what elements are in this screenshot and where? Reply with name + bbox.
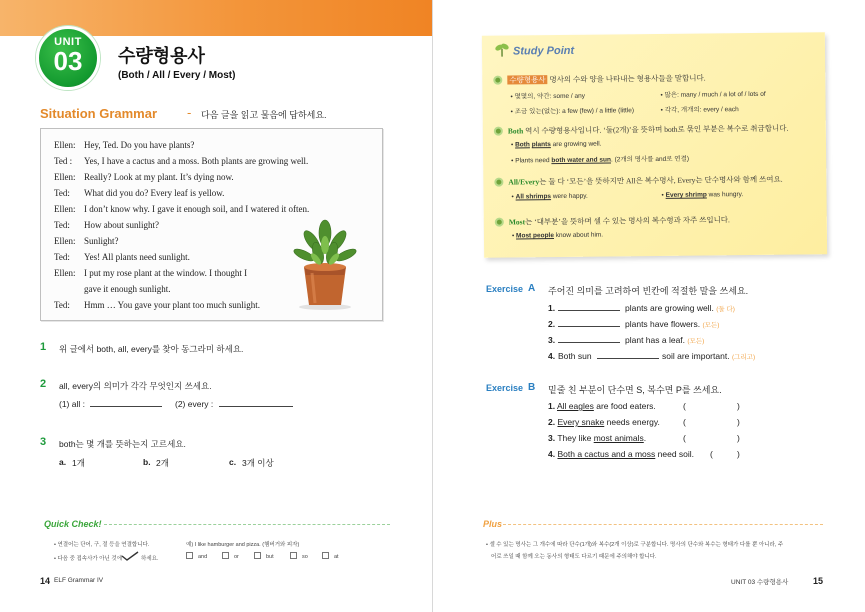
dialogue-speaker: Ted: [54, 252, 70, 262]
option-label: a. [59, 457, 67, 467]
exercise-b-item-4: 4. Both a cactus and a moss need soil. [548, 449, 695, 459]
answer-paren-close: ) [737, 433, 740, 443]
exercise-a-item-4-pre: Both sun [558, 351, 592, 361]
study-point-text: 명사의 수와 양을 나타내는 형용사들을 말합니다. [549, 73, 706, 85]
exercise-b-item-3: 3. They like most animals. [548, 433, 647, 443]
situation-instruction: 다음 글을 읽고 물음에 답하세요. [201, 110, 327, 120]
unit-label: UNIT [54, 36, 82, 48]
exercise-a-item-2: plants have flowers. (모든) [625, 319, 720, 329]
exercise-a-title: Exercise [486, 284, 524, 294]
question-2-text: all, every의 의미가 각각 무엇인지 쓰세요. [59, 381, 212, 391]
answer-paren-open: ( [710, 449, 713, 459]
dialogue-line [54, 140, 194, 150]
answer-label: (1) all : [59, 399, 85, 409]
dialogue-text: Yes, I have a cactus and a moss. Both plants are growing well. [84, 156, 309, 166]
quick-check-line: • 다음 중 접속사가 아닌 것에 [54, 556, 123, 562]
question-number: 3 [40, 436, 47, 448]
checkbox-label: and [198, 554, 208, 560]
checkbox[interactable] [222, 552, 229, 559]
dialogue-speaker: Ellen: [54, 172, 76, 182]
study-point-3 [508, 174, 782, 188]
question-1-text: 위 글에서 both, all, every를 찾아 동그라미 하세요. [59, 344, 244, 354]
quick-check-example: 예) I like hamburger and pizza. (햄버거와 피자) [186, 542, 300, 548]
dialogue-speaker: Ellen: [54, 204, 76, 214]
page-number: 15 [813, 576, 824, 586]
option-label: b. [143, 457, 151, 467]
key-term: All/Every [508, 177, 540, 187]
dialogue-line [54, 236, 119, 246]
study-example: • Every shrimp was hungry. [661, 191, 744, 199]
dialogue-line [54, 172, 234, 182]
study-point-title: Study Point [512, 44, 575, 58]
item-number: 4. [548, 351, 556, 361]
situation-dash: - [187, 105, 192, 120]
checkbox-label: or [234, 554, 239, 560]
study-point-2 [508, 123, 789, 137]
sprout-icon [494, 42, 510, 58]
study-example: • Plants need both water and sun. (2개의 명사를 and로 연결) [511, 155, 690, 165]
study-point-1 [507, 72, 705, 85]
plus-text: 어로 쓰일 때 함께 오는 동사의 형태도 다르기 때문에 주의해야 합니다. [491, 554, 657, 560]
answer-paren-open: ( [683, 401, 686, 411]
unit-badge [36, 26, 100, 90]
check-mark-icon [121, 551, 139, 561]
dialogue-line [54, 204, 309, 214]
checkbox[interactable] [322, 552, 329, 559]
dialogue-speaker: Ted : [54, 156, 73, 166]
item-number: 2. [548, 319, 556, 329]
exercise-b-item-2: 2. Every snake needs energy. [548, 417, 660, 427]
answer-paren-close: ) [737, 417, 740, 427]
book-title-footer: ELF Grammar IV [54, 577, 104, 584]
dialogue-speaker: Ellen: [54, 268, 76, 278]
unit-title: 수량형용사 [118, 46, 205, 66]
exercise-b-letter: B [528, 382, 536, 393]
plus-divider [503, 524, 823, 525]
fill-blank[interactable] [558, 335, 620, 343]
answer-blank[interactable] [90, 399, 162, 407]
study-example: • Both plants are growing well. [510, 140, 602, 149]
study-detail: • 많은: many / much / a lot of / lots of [660, 90, 766, 99]
fill-blank[interactable] [558, 319, 620, 327]
dialogue-speaker: Ted: [54, 300, 70, 310]
dialogue-line [54, 300, 260, 310]
exercise-a-instruction: 주어진 의미를 고려하여 빈칸에 적절한 말을 쓰세요. [548, 286, 749, 296]
quick-check-line: • 연결어는 단어, 구, 절 등을 연결합니다. [54, 542, 150, 548]
exercise-a-letter: A [528, 283, 536, 294]
dialogue-line [54, 284, 171, 294]
plus-title: Plus [483, 519, 503, 529]
dialogue-speaker: Ellen: [54, 236, 76, 246]
key-term: Both [507, 126, 524, 136]
unit-footer: UNIT 03 수량형용사 [731, 579, 789, 586]
study-point-text: 는 둘 다 ‘모든’을 뜻하지만 All은 복수명사, Every는 단수명사와 함께 쓰여요. [539, 174, 783, 187]
dialogue-text: Really? Look at my plant. It’s dying now. [84, 172, 234, 182]
potted-plant-illustration [290, 215, 360, 310]
option-b[interactable]: 2개 [156, 458, 169, 468]
dialogue-text: Hey, Ted. Do you have plants? [84, 140, 195, 150]
dialogue-text: I don’t know why. I gave it enough soil, and I watered it often. [84, 204, 310, 214]
checkbox-label: at [334, 554, 339, 560]
answer-paren-open: ( [683, 417, 686, 427]
checkbox-label: but [266, 554, 274, 560]
exercise-a-item-4: soil are important. (그리고) [662, 351, 756, 361]
answer-label: (2) every : [175, 399, 214, 409]
option-c[interactable]: 3개 이상 [242, 458, 274, 468]
dialogue-text: Yes! All plants need sunlight. [84, 252, 190, 262]
exercise-b-item-1: 1. All eagles are food eaters. [548, 401, 656, 411]
study-example: • Most people know about him. [511, 231, 604, 240]
item-number: 3. [548, 335, 556, 345]
dialogue-line [54, 156, 308, 166]
study-point-text: 역시 수량형용사입니다. ‘둘(2개)’을 뜻하며 both로 묶인 부분은 복수로 취급합니다. [525, 123, 789, 136]
exercise-a-item-3: plant has a leaf. (모든) [625, 335, 705, 345]
study-detail: • 몇몇의, 약간: some / any [510, 92, 586, 101]
study-example: • All shrimps were happy. [511, 192, 588, 201]
dialogue-text: I put my rose plant at the window. I thought I [84, 268, 248, 278]
dialogue-speaker: Ted: [54, 220, 70, 230]
dialogue-speaker: Ted: [54, 188, 70, 198]
fill-blank[interactable] [558, 303, 620, 311]
dialogue-line [54, 188, 224, 198]
key-term: Most [508, 217, 526, 227]
page-divider [432, 0, 433, 612]
quick-check-title: Quick Check! [44, 519, 102, 529]
study-detail: • 조금 있는(없는): a few (few) / a little (little) [510, 107, 635, 116]
checkbox[interactable] [290, 552, 297, 559]
situation-grammar-title: Situation Grammar [40, 106, 158, 121]
answer-blank[interactable] [219, 399, 293, 407]
question-number: 2 [40, 378, 47, 390]
flower-bullet-icon [494, 127, 503, 136]
dialogue-text: Hmm … You gave your plant too much sunlight. [84, 300, 260, 310]
exercise-a-item-1: plants are growing well. (둘 다) [625, 303, 735, 313]
dialogue-line [54, 220, 159, 230]
study-point-text: 는 ‘대부분’을 뜻하며 셀 수 있는 명사의 복수형과 자주 쓰입니다. [525, 215, 730, 227]
checkbox[interactable] [186, 552, 193, 559]
key-term: 수량형용사 [509, 75, 546, 85]
fill-blank[interactable] [597, 351, 659, 359]
question-number: 1 [40, 341, 47, 353]
checkbox[interactable] [254, 552, 261, 559]
page-number: 14 [40, 576, 51, 586]
flower-bullet-icon [494, 178, 503, 187]
unit-subtitle: (Both / All / Every / Most) [118, 70, 236, 81]
flower-bullet-icon [495, 218, 504, 227]
study-point-4 [509, 214, 730, 227]
dialogue-text: gave it enough sunlight. [84, 284, 171, 294]
dialogue-text: Sunlight? [84, 236, 119, 246]
option-label: c. [229, 457, 237, 467]
dialogue-line [54, 268, 247, 278]
item-number: 1. [548, 303, 556, 313]
checkbox-label: so [302, 554, 308, 560]
flower-bullet-icon [493, 76, 502, 85]
unit-number: 03 [53, 46, 83, 76]
quick-check-line: 하세요. [141, 556, 159, 562]
exercise-b-title: Exercise [486, 383, 524, 393]
quick-check-divider [104, 524, 390, 525]
dialogue-text: What did you do? Every leaf is yellow. [84, 188, 225, 198]
answer-paren-close: ) [737, 401, 740, 411]
dialogue-speaker: Ellen: [54, 140, 76, 150]
answer-paren-open: ( [683, 433, 686, 443]
study-detail: • 각각, 개개의: every / each [660, 106, 739, 114]
dialogue-line [54, 252, 190, 262]
dialogue-text: How about sunlight? [84, 220, 159, 230]
option-a[interactable]: 1개 [72, 458, 85, 468]
answer-paren-close: ) [737, 449, 740, 459]
question-3-text: both는 몇 개를 뜻하는지 고르세요. [59, 439, 186, 449]
study-point-note [482, 32, 827, 258]
plus-text: • 셀 수 있는 명사는 그 개수에 따라 단수(1개)와 복수(2개 이상)로 구분합니다. 명사의 단수와 복수는 형태가 다를 뿐 아니라, 주 [486, 542, 784, 548]
exercise-b-instruction: 밑줄 친 부분이 단수면 S, 복수면 P를 쓰세요. [548, 385, 722, 395]
